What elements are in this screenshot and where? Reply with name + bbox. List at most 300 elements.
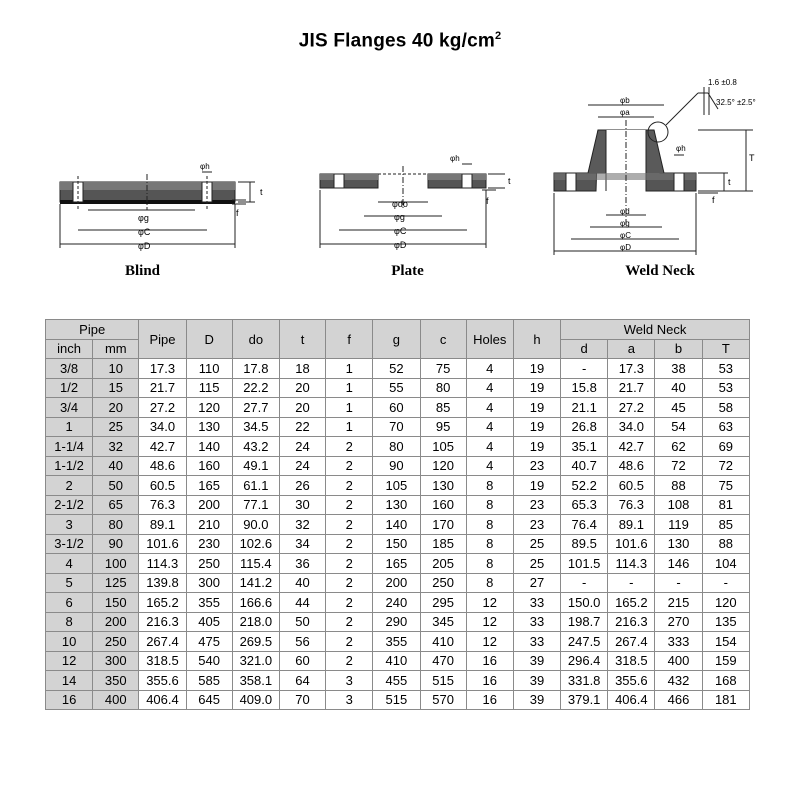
table-cell: 140 [373,515,420,535]
table-cell: 240 [373,593,420,613]
table-cell: 101.5 [561,554,608,574]
table-cell: 355.6 [139,671,186,691]
blind-label: Blind [124,263,161,279]
table-cell: 34 [279,534,325,554]
table-row [46,515,750,535]
header-t: t [279,320,325,359]
table-cell: 130 [186,417,232,437]
table-cell: 70 [279,690,325,710]
weld-dim-T: T [749,153,755,163]
table-cell: 60.5 [139,476,186,496]
table-row [46,495,750,515]
table-cell: - [561,359,608,379]
table-cell: 20 [93,398,139,418]
table-cell: 40.7 [561,456,608,476]
table-cell: 3/8 [46,359,93,379]
table-row [46,359,750,379]
blind-dim-D: φD [138,241,151,251]
table-cell: 20 [279,378,325,398]
table-cell: 139.8 [139,573,186,593]
table-cell: 105 [420,437,466,457]
header-pipe-group: Pipe [46,320,139,340]
table-cell: 119 [655,515,702,535]
table-cell: 1 [326,378,373,398]
table-cell: 19 [513,378,560,398]
table-cell: 90 [373,456,420,476]
table-cell: 34.5 [232,417,279,437]
table-cell: 32 [279,515,325,535]
header-mm: mm [93,339,139,359]
table-cell: 2 [326,612,373,632]
table-cell: 17.3 [139,359,186,379]
table-cell: 22.2 [232,378,279,398]
table-cell: 2 [326,515,373,535]
table-cell: 170 [420,515,466,535]
weld-dim-g: φg [620,219,630,228]
table-cell: 23 [513,495,560,515]
weld-dim-D: φD [620,243,631,252]
table-cell: 120 [420,456,466,476]
table-cell: 475 [186,632,232,652]
table-cell: 405 [186,612,232,632]
table-row [46,690,750,710]
table-cell: 130 [420,476,466,496]
table-row [46,437,750,457]
table-cell: 540 [186,651,232,671]
plate-flange-diagram [310,150,520,260]
table-cell: 216.3 [608,612,655,632]
table-cell: 230 [186,534,232,554]
table-cell: 90 [93,534,139,554]
table-cell: 76.4 [561,515,608,535]
table-cell: 40 [279,573,325,593]
header-g: g [373,320,420,359]
table-cell: 53 [702,359,749,379]
table-cell: 110 [186,359,232,379]
table-cell: 16 [466,651,513,671]
table-cell: 410 [420,632,466,652]
table-cell: 10 [46,632,93,652]
table-cell: 52 [373,359,420,379]
weld-dim-angle: 32.5° ±2.5° [716,98,756,107]
table-cell: 406.4 [608,690,655,710]
table-cell: 8 [466,554,513,574]
table-cell: 65.3 [561,495,608,515]
table-cell: 300 [93,651,139,671]
table-cell: 19 [513,359,560,379]
table-cell: 165 [186,476,232,496]
table-cell: 165 [373,554,420,574]
table-cell: 1-1/2 [46,456,93,476]
table-cell: 33 [513,593,560,613]
table-cell: 115 [186,378,232,398]
table-cell: 80 [93,515,139,535]
table-cell: 42.7 [139,437,186,457]
table-cell: 200 [373,573,420,593]
table-cell: 466 [655,690,702,710]
table-cell: 76.3 [139,495,186,515]
table-cell: 3 [46,515,93,535]
table-cell: 355 [373,632,420,652]
table-cell: 247.5 [561,632,608,652]
weld-dim-C: φC [620,231,631,240]
plate-dim-g: φg [394,212,405,222]
table-row [46,612,750,632]
plate-dim-do: φdo [392,199,408,209]
table-cell: 42.7 [608,437,655,457]
table-cell: 570 [420,690,466,710]
header-holes: Holes [466,320,513,359]
table-cell: 69 [702,437,749,457]
table-cell: 2 [46,476,93,496]
table-cell: 8 [466,495,513,515]
table-cell: 35.1 [561,437,608,457]
header-a: a [608,339,655,359]
table-cell: 89.1 [139,515,186,535]
table-row [46,398,750,418]
table-cell: 300 [186,573,232,593]
table-row [46,593,750,613]
weld-dim-b: φb [620,96,630,105]
weld-dim-h: φh [676,144,686,153]
table-cell: 20 [279,398,325,418]
table-cell: 355.6 [608,671,655,691]
table-cell: 2 [326,476,373,496]
table-cell: 30 [279,495,325,515]
table-cell: - [702,573,749,593]
table-cell: 16 [466,671,513,691]
table-cell: 2 [326,554,373,574]
table-cell: 10 [93,359,139,379]
table-cell: - [608,573,655,593]
table-cell: 166.6 [232,593,279,613]
table-cell: 77.1 [232,495,279,515]
table-cell: 410 [373,651,420,671]
table-cell: 250 [420,573,466,593]
table-cell: 48.6 [608,456,655,476]
table-cell: 296.4 [561,651,608,671]
table-cell: 114.3 [608,554,655,574]
table-row [46,554,750,574]
header-weld-neck-group: Weld Neck [561,320,750,340]
weld-neck-label: Weld Neck [625,263,695,279]
table-cell: 38 [655,359,702,379]
table-cell: 75 [702,476,749,496]
table-cell: 48.6 [139,456,186,476]
header-D: D [186,320,232,359]
table-cell: 25 [513,554,560,574]
header-b: b [655,339,702,359]
table-cell: 85 [420,398,466,418]
blind-dim-C: φC [138,227,151,237]
table-cell: 33 [513,612,560,632]
blind-dim-h: φh [200,162,210,171]
table-cell: 250 [93,632,139,652]
table-row [46,651,750,671]
table-cell: 165.2 [139,593,186,613]
table-cell: 3 [326,671,373,691]
table-cell: 21.1 [561,398,608,418]
weld-dim-f: f [712,195,715,205]
table-cell: 160 [186,456,232,476]
table-cell: 16 [466,690,513,710]
table-cell: 470 [420,651,466,671]
plate-dim-f: f [486,196,489,206]
table-cell: 27.7 [232,398,279,418]
weld-dim-root: 1.6 ±0.8 [708,78,737,87]
table-cell: 515 [420,671,466,691]
table-cell: 114.3 [139,554,186,574]
table-cell: 22 [279,417,325,437]
table-cell: 21.7 [608,378,655,398]
table-cell: 141.2 [232,573,279,593]
table-cell: 218.0 [232,612,279,632]
table-cell: 515 [373,690,420,710]
table-cell: 150 [373,534,420,554]
table-cell: 17.8 [232,359,279,379]
table-cell: 90.0 [232,515,279,535]
table-cell: 4 [466,417,513,437]
table-cell: 88 [702,534,749,554]
table-cell: 4 [466,398,513,418]
table-cell: 19 [513,417,560,437]
table-cell: 318.5 [608,651,655,671]
table-cell: 80 [420,378,466,398]
table-cell: 1 [326,398,373,418]
plate-label: Plate [391,263,424,279]
table-cell: 89.5 [561,534,608,554]
table-cell: 32 [93,437,139,457]
table-cell: 2-1/2 [46,495,93,515]
page-title: JIS Flanges 40 $kg/cm^2$ [298,30,502,52]
table-cell: 40 [655,378,702,398]
table-cell: 49.1 [232,456,279,476]
table-cell: 102.6 [232,534,279,554]
table-cell: 81 [702,495,749,515]
table-cell: 115.4 [232,554,279,574]
table-cell: 45 [655,398,702,418]
table-cell: 100 [93,554,139,574]
table-cell: 267.4 [608,632,655,652]
table-cell: 2 [326,593,373,613]
table-cell: 39 [513,690,560,710]
header-T: T [702,339,749,359]
weld-dim-d: φd [620,207,630,216]
table-cell: 160 [420,495,466,515]
table-cell: 146 [655,554,702,574]
table-cell: 16 [46,690,93,710]
table-cell: 2 [326,534,373,554]
table-cell: 400 [655,651,702,671]
flange-spec-table [45,319,750,710]
plate-dim-h: φh [450,154,460,163]
blind-dim-t: t [260,187,263,197]
table-cell: 95 [420,417,466,437]
table-cell: 50 [93,476,139,496]
table-cell: 455 [373,671,420,691]
table-cell: 432 [655,671,702,691]
table-cell: 198.7 [561,612,608,632]
table-cell: 80 [373,437,420,457]
table-cell: 101.6 [608,534,655,554]
table-row [46,378,750,398]
table-cell: - [655,573,702,593]
table-cell: 53 [702,378,749,398]
table-cell: 12 [466,612,513,632]
table-cell: 4 [466,359,513,379]
table-cell: 12 [466,593,513,613]
table-cell: 3-1/2 [46,534,93,554]
table-cell: 165.2 [608,593,655,613]
table-cell: 350 [93,671,139,691]
plate-dim-C: φC [394,226,407,236]
table-cell: 52.2 [561,476,608,496]
table-cell: 585 [186,671,232,691]
table-cell: 14 [46,671,93,691]
table-cell: 8 [466,476,513,496]
table-cell: 8 [466,573,513,593]
header-d: d [561,339,608,359]
table-cell: 85 [702,515,749,535]
table-cell: 105 [373,476,420,496]
table-cell: 205 [420,554,466,574]
header-c: c [420,320,466,359]
table-cell: 89.1 [608,515,655,535]
table-cell: 215 [655,593,702,613]
table-cell: 269.5 [232,632,279,652]
table-cell: 645 [186,690,232,710]
table-cell: 1 [326,359,373,379]
table-row [46,417,750,437]
table-cell: 3 [326,690,373,710]
table-cell: 55 [373,378,420,398]
table-cell: 12 [466,632,513,652]
table-cell: 17.3 [608,359,655,379]
table-row [46,534,750,554]
table-cell: 168 [702,671,749,691]
table-cell: 101.6 [139,534,186,554]
table-cell: 200 [93,612,139,632]
table-cell: 15 [93,378,139,398]
table-cell: 2 [326,437,373,457]
table-row [46,456,750,476]
table-cell: 60 [279,651,325,671]
table-cell: 150.0 [561,593,608,613]
table-cell: 12 [46,651,93,671]
header-do: do [232,320,279,359]
table-cell: 108 [655,495,702,515]
header-inch: inch [46,339,93,359]
table-cell: 25 [93,417,139,437]
table-cell: 210 [186,515,232,535]
table-cell: 2 [326,456,373,476]
table-cell: 159 [702,651,749,671]
table-cell: 72 [655,456,702,476]
table-cell: 50 [279,612,325,632]
table-cell: - [561,573,608,593]
table-cell: 216.3 [139,612,186,632]
table-body [46,359,750,710]
table-cell: 72 [702,456,749,476]
table-cell: 88 [655,476,702,496]
table-cell: 21.7 [139,378,186,398]
plate-dim-D: φD [394,240,407,250]
table-cell: 15.8 [561,378,608,398]
table-cell: 23 [513,515,560,535]
table-cell: 63 [702,417,749,437]
table-cell: 24 [279,437,325,457]
table-cell: 8 [46,612,93,632]
table-cell: 64 [279,671,325,691]
blind-flange-diagram [50,150,280,260]
header-f: f [326,320,373,359]
table-cell: 2 [326,651,373,671]
weld-dim-t: t [728,177,731,187]
table-cell: 1/2 [46,378,93,398]
table-cell: 185 [420,534,466,554]
table-cell: 1-1/4 [46,437,93,457]
table-cell: 3/4 [46,398,93,418]
table-cell: 104 [702,554,749,574]
table-cell: 54 [655,417,702,437]
plate-dim-t: t [508,176,511,186]
table-cell: 270 [655,612,702,632]
table-cell: 135 [702,612,749,632]
table-cell: 4 [466,378,513,398]
table-cell: 39 [513,651,560,671]
table-cell: 130 [655,534,702,554]
table-cell: 58 [702,398,749,418]
table-cell: 333 [655,632,702,652]
table-cell: 19 [513,437,560,457]
table-cell: 33 [513,632,560,652]
table-cell: 290 [373,612,420,632]
table-cell: 4 [466,456,513,476]
table-cell: 150 [93,593,139,613]
table-cell: 321.0 [232,651,279,671]
table-cell: 76.3 [608,495,655,515]
table-row [46,671,750,691]
table-cell: 130 [373,495,420,515]
header-pipe: Pipe [139,320,186,359]
table-cell: 26.8 [561,417,608,437]
table-cell: 140 [186,437,232,457]
table-cell: 70 [373,417,420,437]
table-cell: 6 [46,593,93,613]
table-cell: 200 [186,495,232,515]
table-cell: 39 [513,671,560,691]
table-cell: 4 [46,554,93,574]
table-cell: 267.4 [139,632,186,652]
table-cell: 61.1 [232,476,279,496]
table-cell: 125 [93,573,139,593]
table-cell: 2 [326,573,373,593]
weld-neck-flange-diagram [548,75,768,260]
table-cell: 19 [513,476,560,496]
table-cell: 27.2 [139,398,186,418]
table-cell: 40 [93,456,139,476]
table-cell: 27.2 [608,398,655,418]
table-cell: 24 [279,456,325,476]
table-cell: 8 [466,515,513,535]
blind-dim-g: φg [138,213,149,223]
table-cell: 26 [279,476,325,496]
table-cell: 400 [93,690,139,710]
table-cell: 409.0 [232,690,279,710]
table-cell: 379.1 [561,690,608,710]
table-cell: 34.0 [608,417,655,437]
table-cell: 44 [279,593,325,613]
